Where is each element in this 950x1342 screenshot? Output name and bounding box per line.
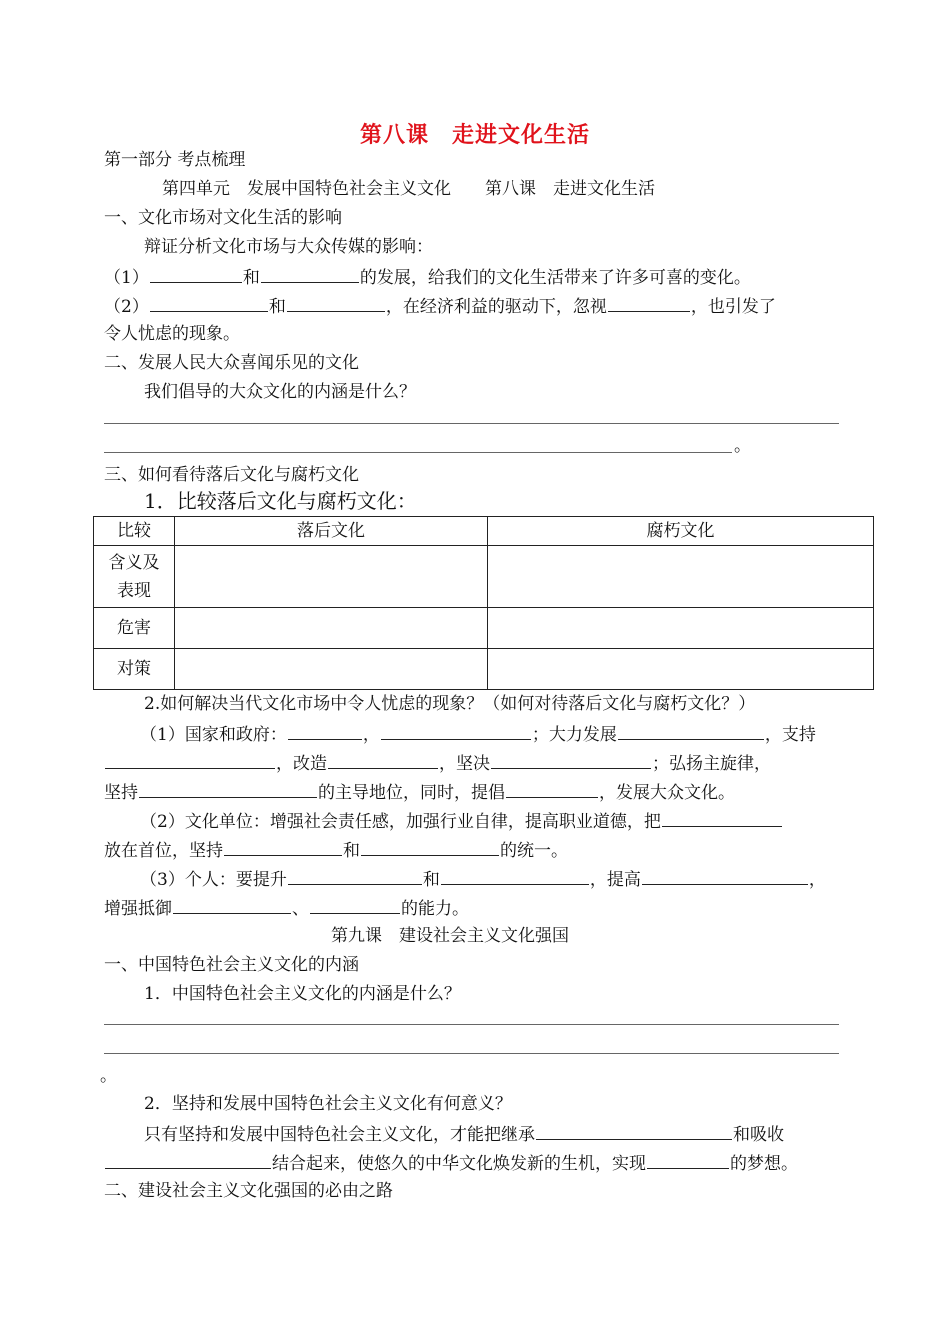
answer-line[interactable] [104, 1024, 839, 1025]
row-label: 含义及 表现 [94, 546, 175, 608]
row-label: 危害 [94, 608, 175, 649]
fill-blank[interactable] [139, 779, 317, 798]
answer-line[interactable] [104, 423, 839, 424]
lesson-9-section-1: 一、中国特色社会主义文化的内涵 [104, 955, 359, 975]
policy-3-cont: 增强抵御 、 的能力。 [104, 895, 469, 921]
fill-blank[interactable] [224, 837, 342, 856]
fill-blank[interactable] [536, 1121, 732, 1140]
page-title: 第八课 走进文化生活 [359, 122, 590, 148]
table-cell[interactable] [488, 649, 874, 690]
section-3-sub1: 1．比较落后文化与腐朽文化： [144, 489, 417, 513]
table-row [94, 649, 874, 690]
fill-blank[interactable] [105, 750, 275, 769]
policy-1-cont2: 坚持 的主导地位，同时，提倡 ，发展大众文化。 [104, 779, 735, 805]
item-2-cont: 令人忧虑的现象。 [104, 324, 240, 344]
fill-blank[interactable] [105, 1150, 271, 1169]
section-2-question: 我们倡导的大众文化的内涵是什么？ [144, 382, 416, 402]
lesson-9-header: 第九课 建设社会主义文化强国 [331, 926, 569, 946]
question-2: 2.如何解决当代文化市场中令人忧虑的现象？（如何对待落后文化与腐朽文化？） [144, 694, 756, 714]
section-1-intro: 辩证分析文化市场与大众传媒的影响： [144, 237, 433, 257]
fill-blank[interactable] [647, 1150, 729, 1169]
item-2: （2） 和 ，在经济利益的驱动下，忽视 ，也引发了 [104, 293, 776, 319]
answer-line[interactable] [104, 452, 732, 453]
lesson-9-answer: 只有坚持和发展中国特色社会主义文化，才能把继承 和吸收 [144, 1121, 784, 1147]
part-heading: 第一部分 考点梳理 [104, 150, 246, 170]
table-header: 腐朽文化 [488, 517, 874, 546]
fill-blank[interactable] [288, 866, 422, 885]
table-row [94, 546, 874, 608]
table-cell[interactable] [175, 608, 488, 649]
fill-blank[interactable] [491, 750, 651, 769]
unit-header: 第四单元 发展中国特色社会主义文化 第八课 走进文化生活 [162, 179, 655, 199]
table-header-row [94, 517, 874, 546]
lesson-9-q1: 1．中国特色社会主义文化的内涵是什么？ [144, 984, 461, 1004]
item-1: （1） 和 的发展，给我们的文化生活带来了许多可喜的变化。 [104, 264, 751, 290]
fill-blank[interactable] [310, 895, 400, 914]
fill-blank[interactable] [150, 293, 268, 312]
row-label: 对策 [94, 649, 175, 690]
table-cell[interactable] [488, 608, 874, 649]
fill-blank[interactable] [328, 750, 438, 769]
lesson-9-section-2: 二、建设社会主义文化强国的必由之路 [104, 1181, 393, 1201]
fill-blank[interactable] [618, 721, 764, 740]
table-header: 落后文化 [175, 517, 488, 546]
fill-blank[interactable] [150, 264, 242, 283]
lesson-9-answer-cont: 结合起来，使悠久的中华文化焕发新的生机，实现 的梦想。 [104, 1150, 798, 1176]
fill-blank[interactable] [381, 721, 531, 740]
policy-1: （1）国家和政府： ， ；大力发展 ，支持 [140, 721, 816, 747]
table-cell[interactable] [175, 546, 488, 608]
fill-blank[interactable] [261, 264, 359, 283]
table-cell[interactable] [175, 649, 488, 690]
policy-2-cont: 放在首位，坚持 和 的统一。 [104, 837, 568, 863]
period: 。 [100, 1066, 117, 1086]
fill-blank[interactable] [506, 779, 598, 798]
section-2-heading: 二、发展人民大众喜闻乐见的文化 [104, 353, 359, 373]
comparison-table [93, 516, 874, 690]
table-row [94, 608, 874, 649]
fill-blank[interactable] [441, 866, 589, 885]
period: 。 [734, 436, 751, 456]
policy-1-cont: ，改造 ，坚决 ；弘扬主旋律， [104, 750, 771, 776]
fill-blank[interactable] [288, 721, 362, 740]
fill-blank[interactable] [662, 808, 782, 827]
fill-blank[interactable] [287, 293, 385, 312]
policy-3: （3）个人：要提升 和 ，提高 ， [140, 866, 826, 892]
fill-blank[interactable] [642, 866, 808, 885]
section-3-heading: 三、如何看待落后文化与腐朽文化 [104, 465, 359, 485]
table-header: 比较 [94, 517, 175, 546]
fill-blank[interactable] [608, 293, 690, 312]
lesson-9-q2: 2．坚持和发展中国特色社会主义文化有何意义？ [144, 1094, 512, 1114]
fill-blank[interactable] [173, 895, 291, 914]
policy-2: （2）文化单位：增强社会责任感，加强行业自律，提高职业道德，把 [140, 808, 783, 834]
answer-line[interactable] [104, 1053, 839, 1054]
fill-blank[interactable] [361, 837, 499, 856]
section-1-heading: 一、文化市场对文化生活的影响 [104, 208, 342, 228]
table-cell[interactable] [488, 546, 874, 608]
